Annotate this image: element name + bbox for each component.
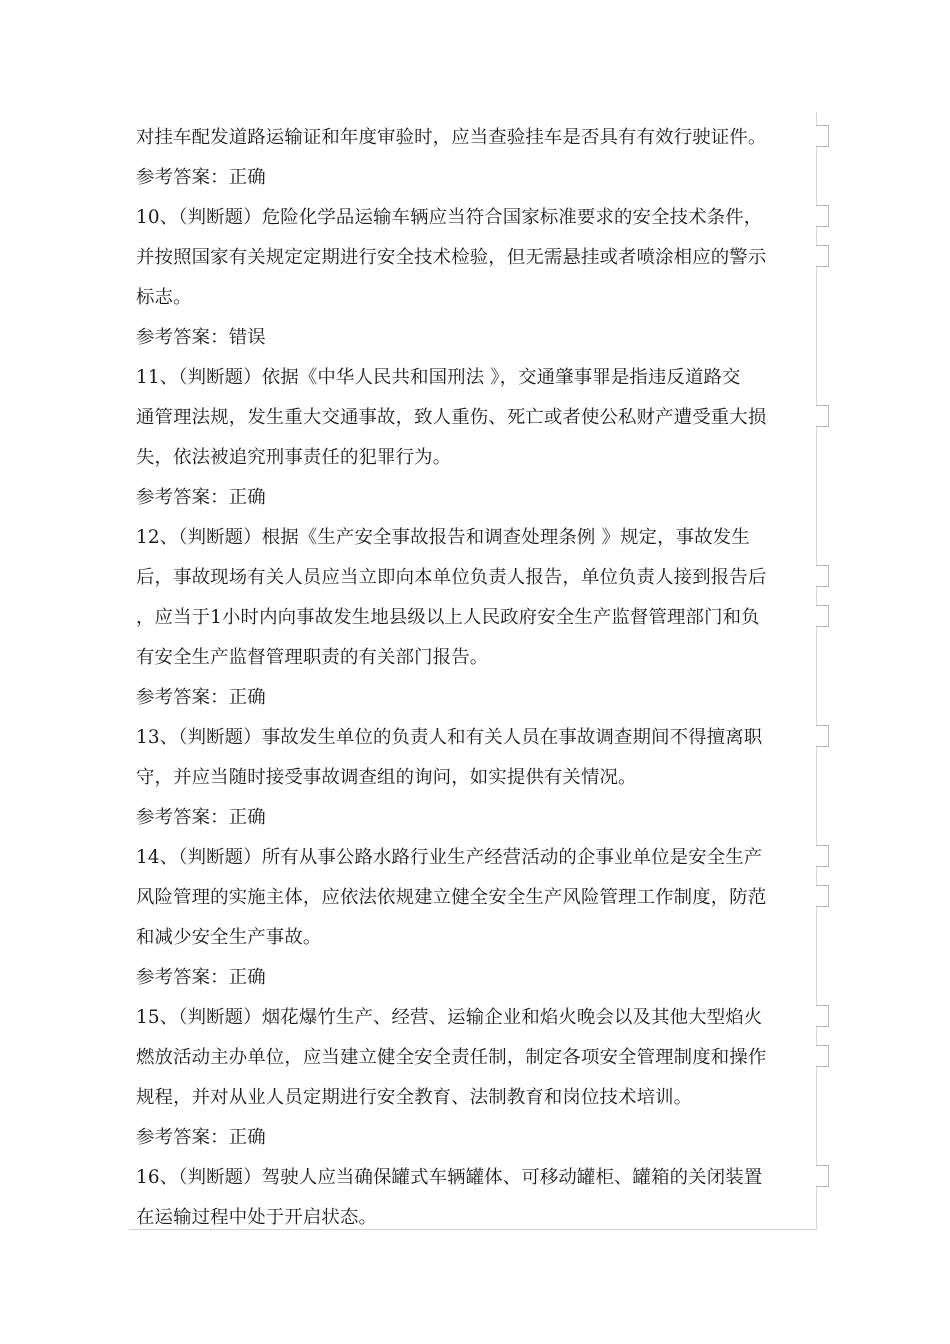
question-16-line-1: 16、（判断题）驾驶人应当确保罐式车辆罐体、可移动罐柜、罐箱的关闭装置 bbox=[136, 1167, 763, 1188]
question-15-line-1: 15、（判断题）烟花爆竹生产、经营、运输企业和焰火晚会以及其他大型焰火 bbox=[136, 1007, 763, 1028]
margin-tab-mark bbox=[816, 1045, 829, 1067]
margin-tab-mark bbox=[816, 245, 829, 267]
question-16-line-2: 在运输过程中处于开启状态。 bbox=[136, 1207, 378, 1228]
question-15-line-2: 燃放活动主办单位，应当建立健全安全责任制，制定各项安全管理制度和操作 bbox=[136, 1047, 767, 1068]
question-11-line-3: 失，依法被追究刑事责任的犯罪行为。 bbox=[136, 447, 452, 468]
question-13-line-2: 守，并应当随时接受事故调查组的询问，如实提供有关情况。 bbox=[136, 767, 637, 788]
question-12-line-2: 后，事故现场有关人员应当立即向本单位负责人报告，单位负责人接到报告后 bbox=[136, 567, 767, 588]
margin-tab-mark bbox=[816, 405, 829, 427]
question-10-line-1: 10、（判断题）危险化学品运输车辆应当符合国家标准要求的安全技术条件， bbox=[136, 207, 763, 228]
answer-10: 参考答案：错误 bbox=[136, 327, 266, 348]
margin-tab-mark bbox=[816, 1005, 829, 1027]
answer-line: 参考答案：正确 bbox=[136, 167, 266, 188]
question-15-line-3: 规程，并对从业人员定期进行安全教育、法制教育和岗位技术培训。 bbox=[136, 1087, 693, 1108]
question-10-line-2: 并按照国家有关规定定期进行安全技术检验，但无需悬挂或者喷涂相应的警示 bbox=[136, 247, 767, 268]
question-12-line-1: 12、（判断题）根据《生产安全事故报告和调查处理条例 》规定，事故发生 bbox=[136, 527, 750, 548]
question-10-line-3: 标志。 bbox=[136, 287, 192, 308]
text-line-continuation: 对挂车配发道路运输证和年度审验时，应当查验挂车是否具有有效行驶证件。 bbox=[136, 127, 767, 148]
question-12-line-4: 有安全生产监督管理职责的有关部门报告。 bbox=[136, 647, 489, 668]
answer-14: 参考答案：正确 bbox=[136, 967, 266, 988]
margin-tab-mark bbox=[816, 605, 829, 627]
margin-tab-mark bbox=[816, 125, 829, 147]
margin-tab-mark bbox=[816, 1165, 829, 1187]
question-12-line-3: ，应当于1小时内向事故发生地县级以上人民政府安全生产监督管理部门和负 bbox=[136, 607, 760, 628]
answer-11: 参考答案：正确 bbox=[136, 487, 266, 508]
margin-tab-mark bbox=[816, 885, 829, 907]
answer-15: 参考答案：正确 bbox=[136, 1127, 266, 1148]
margin-tab-mark bbox=[816, 725, 829, 747]
question-14-line-1: 14、（判断题）所有从事公路水路行业生产经营活动的企事业单位是安全生产 bbox=[136, 847, 763, 868]
margin-tab-mark bbox=[816, 205, 829, 227]
margin-tab-mark bbox=[816, 845, 829, 867]
question-14-line-3: 和减少安全生产事故。 bbox=[136, 927, 322, 948]
question-14-line-2: 风险管理的实施主体，应依法依规建立健全安全生产风险管理工作制度，防范 bbox=[136, 887, 767, 908]
answer-12: 参考答案：正确 bbox=[136, 687, 266, 708]
question-11-line-1: 11、（判断题）依据《中华人民共和国刑法 》，交通肇事罪是指违反道路交 bbox=[136, 367, 741, 388]
answer-13: 参考答案：正确 bbox=[136, 807, 266, 828]
margin-tab-mark bbox=[816, 565, 829, 587]
question-13-line-1: 13、（判断题）事故发生单位的负责人和有关人员在事故调查期间不得擅离职 bbox=[136, 727, 763, 748]
question-list bbox=[136, 118, 816, 1238]
question-11-line-2: 通管理法规，发生重大交通事故，致人重伤、死亡或者使公私财产遭受重大损 bbox=[136, 407, 767, 428]
